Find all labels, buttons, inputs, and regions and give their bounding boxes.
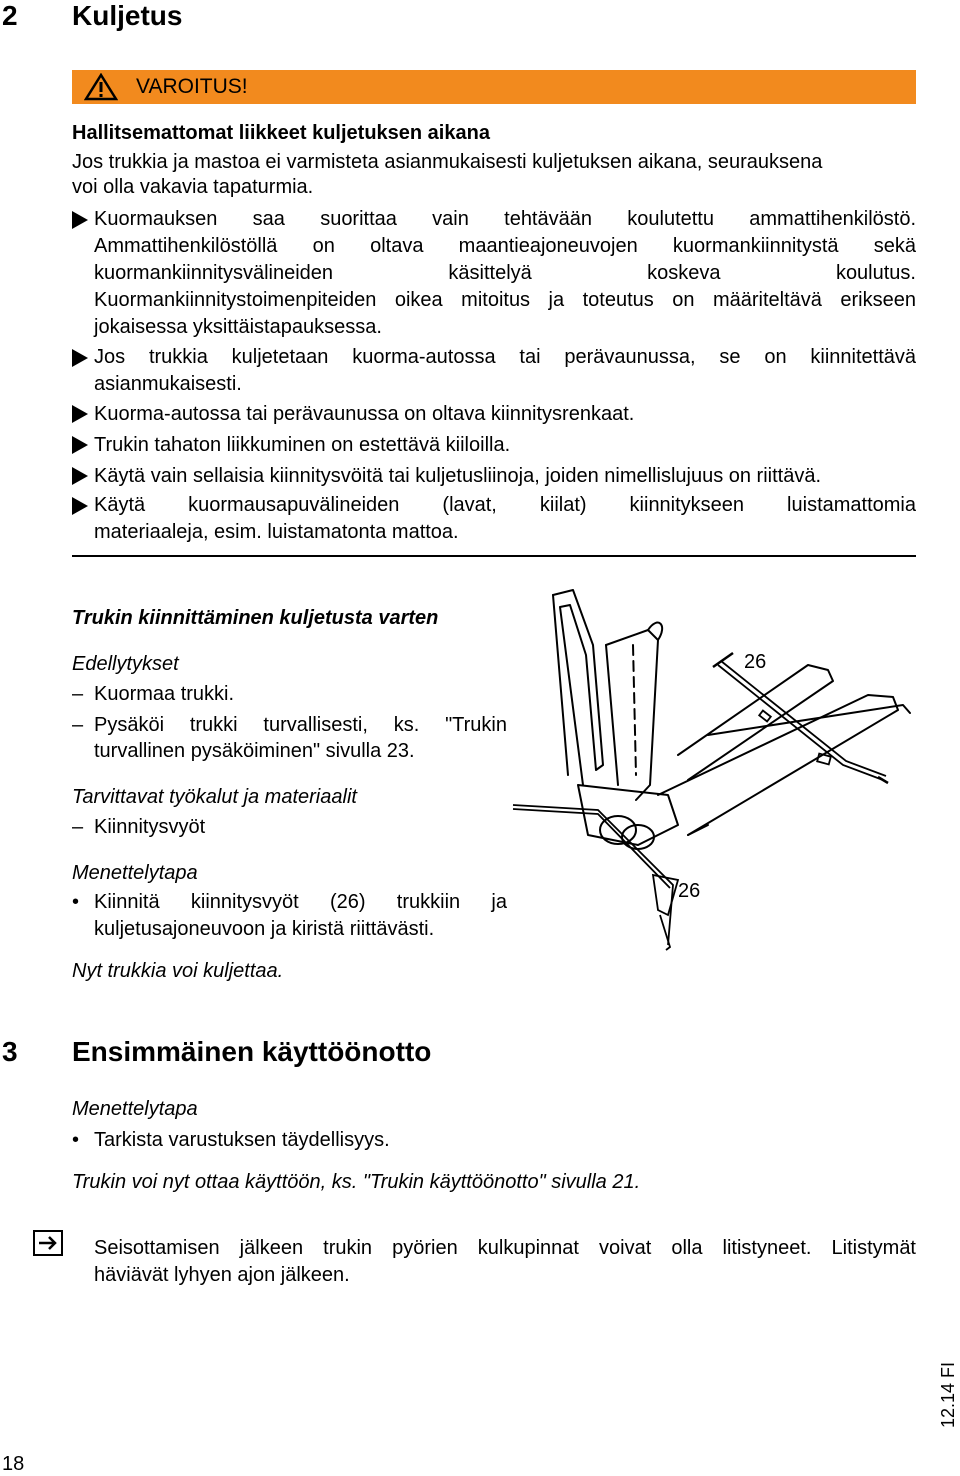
- warning-item-line: Jos trukkia kuljetetaan kuorma-autossa tai perävaunussa, se on kiinnitettävä: [94, 346, 916, 368]
- bullet-arrow-icon: [72, 405, 88, 423]
- result-text: Trukin voi nyt ottaa käyttöön, ks. "Trukin käyttöönotto" sivulla 21.: [72, 1171, 641, 1193]
- warning-intro-line: Jos trukkia ja mastoa ei varmisteta asianmukaisesti kuljetuksen aikana, seurauksena: [72, 151, 823, 173]
- section-number: 2: [2, 0, 18, 31]
- bullet-arrow-icon: [72, 497, 88, 515]
- figure-label-26-top: 26: [744, 651, 767, 673]
- bullet-arrow-icon: [72, 436, 88, 454]
- prereq-label: Edellytykset: [72, 653, 179, 675]
- section-title: Ensimmäinen käyttöönotto: [72, 1036, 432, 1067]
- note-text: häviävät lyhyen ajon jälkeen.: [94, 1264, 350, 1286]
- result-text: Nyt trukkia voi kuljettaa.: [72, 960, 284, 982]
- bullet-arrow-icon: [72, 211, 88, 229]
- section-title: Kuljetus: [72, 0, 183, 31]
- note-arrow-icon: [33, 1230, 63, 1256]
- warning-item-line: Kuormauksen saa suorittaa vain tehtävään koulutettu ammattihenkilöstö.: [94, 208, 916, 230]
- warning-item-line: Käytä vain sellaisia kiinnitysvöitä tai kuljetusliinoja, joiden nimellislujuus on riittävä.: [94, 465, 822, 487]
- prereq-item: Pysäköi trukki turvallisesti, ks. "Trukin: [94, 714, 507, 736]
- warning-item-line: Ammattihenkilöstöllä on oltava maantieajoneuvojen kuormankiinnitystä sekä: [94, 235, 916, 257]
- warning-intro-line: voi olla vakavia tapaturmia.: [72, 176, 314, 198]
- section-number: 3: [2, 1036, 18, 1067]
- prereq-item: turvallinen pysäköiminen" sivulla 23.: [94, 740, 415, 762]
- bullet-dot: •: [72, 1129, 80, 1151]
- warning-heading: Hallitsemattomat liikkeet kuljetuksen aikana: [72, 122, 490, 144]
- figure-label-26-bottom: 26: [678, 880, 701, 902]
- warning-bar: [72, 70, 916, 104]
- bullet-dot: •: [72, 891, 80, 913]
- edition-label: 12.14 FI: [938, 1361, 958, 1428]
- warning-item-line: Kuorma-autossa tai perävaunussa on oltava kiinnitysrenkaat.: [94, 403, 635, 425]
- warning-item-line: Käytä kuormausapuvälineiden (lavat, kiilat) kiinnitykseen luistamattomia: [94, 494, 916, 516]
- dash-marker: –: [72, 683, 84, 705]
- warning-end-rule: [72, 555, 916, 557]
- warning-item-line: asianmukaisesti.: [94, 373, 242, 395]
- warning-item-line: Kuormankiinnitystoimenpiteiden oikea mitoitus ja toteutus on määriteltävä erikseen: [94, 289, 916, 311]
- tools-label: Tarvittavat työkalut ja materiaalit: [72, 786, 357, 808]
- page-number: 18: [2, 1453, 25, 1475]
- dash-marker: –: [72, 816, 84, 838]
- bullet-arrow-icon: [72, 467, 88, 485]
- subsection-title: Trukin kiinnittäminen kuljetusta varten: [72, 607, 439, 629]
- warning-label: VAROITUS!: [136, 75, 248, 98]
- warning-triangle-icon: [84, 73, 118, 101]
- dash-marker: –: [72, 714, 84, 736]
- procedure-label: Menettelytapa: [72, 862, 198, 884]
- bullet-arrow-icon: [72, 349, 88, 367]
- note-text: Seisottamisen jälkeen trukin pyörien kulkupinnat voivat olla litistyneet. Litistymät: [94, 1237, 916, 1259]
- tool-item: Kiinnitysvyöt: [94, 816, 206, 838]
- pallet-truck-illustration: [508, 585, 918, 955]
- warning-item-line: jokaisessa yksittäistapauksessa.: [94, 316, 382, 338]
- procedure-step: Tarkista varustuksen täydellisyys.: [94, 1129, 390, 1151]
- warning-item-line: kuormankiinnitysvälineiden käsittelyä koskeva koulutus.: [94, 262, 916, 284]
- warning-item-line: materiaaleja, esim. luistamatonta mattoa.: [94, 521, 459, 543]
- procedure-label: Menettelytapa: [72, 1098, 198, 1120]
- procedure-step: kuljetusajoneuvoon ja kiristä riittävästi.: [94, 918, 435, 940]
- procedure-step: Kiinnitä kiinnitysvyöt (26) trukkiin ja: [94, 891, 507, 913]
- prereq-item: Kuormaa trukki.: [94, 683, 235, 705]
- warning-item-line: Trukin tahaton liikkuminen on estettävä kiiloilla.: [94, 434, 511, 456]
